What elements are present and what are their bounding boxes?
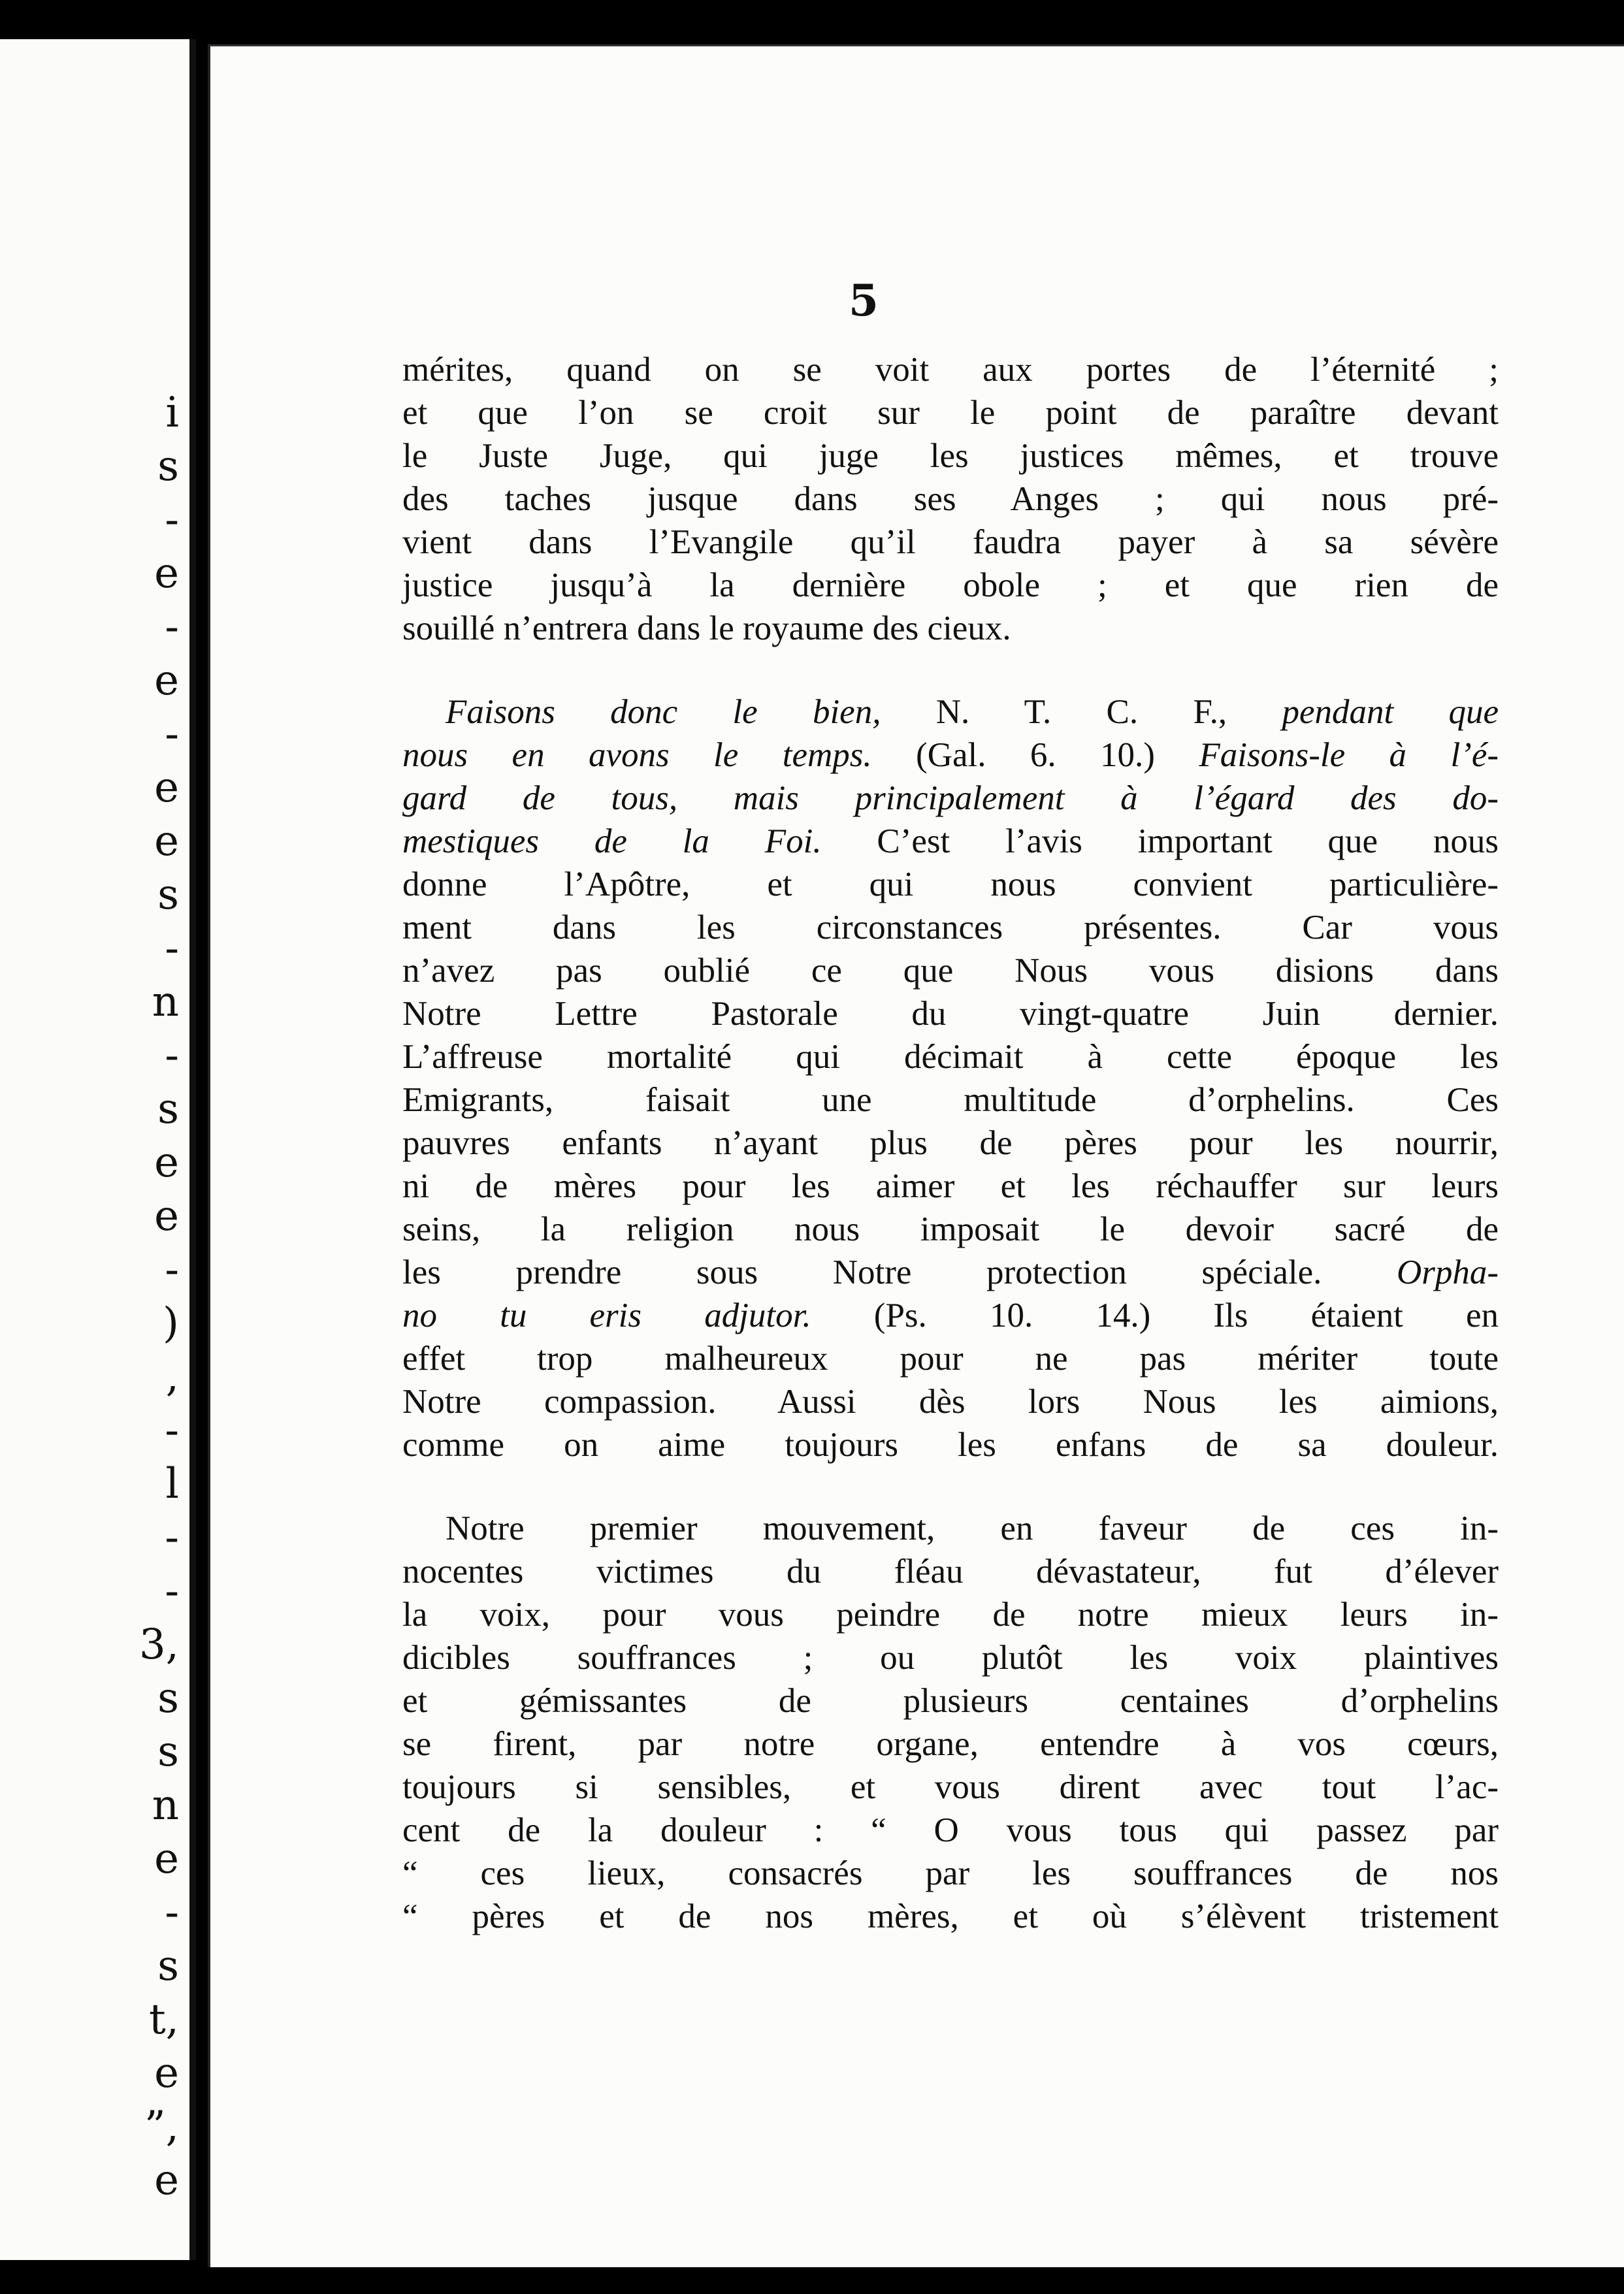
text-segment: N. T. C. F.,	[881, 693, 1282, 731]
left-margin-fragment: e	[154, 2049, 179, 2097]
page-number: 5	[849, 275, 879, 326]
left-margin-fragment: -	[165, 603, 179, 651]
left-margin-fragment: e	[154, 2156, 179, 2205]
text-line	[402, 777, 1499, 820]
text-segment: la voix, pour vous peindre de notre mieux leurs in-	[402, 1596, 1499, 1634]
text-line	[402, 863, 1499, 906]
text-line	[402, 992, 1499, 1035]
left-margin-fragment: e	[154, 549, 179, 598]
left-margin-fragment: s	[157, 1674, 179, 1722]
text-segment: cent de la douleur : “ O vous tous qui passez par	[402, 1811, 1499, 1849]
left-margin-fragment: e	[154, 764, 179, 812]
text-line	[402, 1636, 1499, 1679]
left-margin-fragment: s	[157, 442, 179, 491]
left-margin-fragment: s	[157, 1728, 179, 1776]
text-line	[402, 1679, 1499, 1722]
page	[208, 44, 1624, 2267]
text-line	[402, 564, 1499, 607]
text-line	[402, 906, 1499, 949]
text-segment: pauvres enfants n’ayant plus de pères pour les nourrir,	[402, 1124, 1499, 1162]
left-margin-fragment: -	[165, 1031, 179, 1080]
italic-segment: nous en avons le temps.	[402, 736, 872, 774]
left-margin-fragment: -	[165, 496, 179, 544]
left-margin-fragment: l	[165, 1460, 179, 1508]
text-segment: Notre Lettre Pastorale du vingt-quatre Juin dernier.	[402, 995, 1499, 1033]
text-segment: “ ces lieux, consacrés par les souffrances de nos	[402, 1854, 1499, 1892]
italic-segment: pendant que	[1282, 693, 1499, 731]
text-line	[402, 1165, 1499, 1208]
left-margin-fragment: e	[154, 817, 179, 865]
page-gutter	[189, 39, 196, 2260]
text-line	[402, 1423, 1499, 1466]
text-line	[402, 1251, 1499, 1294]
text-segment: et gémissantes de plusieurs centaines d’orphelins	[402, 1682, 1499, 1720]
left-margin-fragment: -	[165, 1888, 179, 1937]
text-line	[402, 1550, 1499, 1593]
left-margin-fragment: 3,	[138, 1621, 179, 1669]
left-margin-fragment: e	[154, 1139, 179, 1187]
left-margin-fragment: e	[154, 1192, 179, 1240]
left-margin-fragment: -	[165, 1513, 179, 1562]
body-text	[402, 348, 1499, 1938]
text-line	[402, 1507, 1499, 1550]
paragraph	[402, 348, 1499, 650]
text-segment: ment dans les circonstances présentes. Car vous	[402, 909, 1499, 946]
text-segment: dicibles souffrances ; ou plutôt les voix plaintives	[402, 1639, 1499, 1677]
text-segment: toujours si sensibles, et vous dirent avec tout l’ac-	[402, 1768, 1499, 1806]
left-margin-fragment: n	[152, 978, 179, 1026]
text-line	[402, 477, 1499, 521]
text-line	[402, 1035, 1499, 1078]
text-line	[402, 434, 1499, 477]
left-margin-fragment: -	[165, 1567, 179, 1615]
text-line	[402, 1294, 1499, 1337]
text-line	[402, 820, 1499, 863]
text-line	[402, 1078, 1499, 1122]
text-segment: les prendre sous Notre protection spéciale.	[402, 1253, 1397, 1291]
text-segment: Notre compassion. Aussi dès lors Nous les aimions,	[402, 1383, 1499, 1421]
text-line	[402, 1122, 1499, 1165]
text-line	[402, 1337, 1499, 1380]
text-segment: ni de mères pour les aimer et les réchauffer sur leurs	[402, 1167, 1499, 1205]
left-margin-fragment: -	[165, 710, 179, 758]
left-margin-fragment: -	[165, 1406, 179, 1455]
italic-segment: Orpha-	[1396, 1253, 1499, 1291]
text-segment: donne l’Apôtre, et qui nous convient particulière-	[402, 865, 1499, 903]
text-line	[402, 1895, 1499, 1938]
text-segment: nocentes victimes du fléau dévastateur, fut d’élever	[402, 1553, 1499, 1591]
text-segment: C’est l’avis important que nous	[821, 822, 1499, 860]
left-margin-fragment: i	[165, 389, 179, 437]
text-segment: (Ps. 10. 14.) Ils étaient en	[811, 1297, 1499, 1334]
italic-segment: Faisons-le à l’é-	[1199, 736, 1499, 774]
left-margin-fragment: s	[157, 1942, 179, 1990]
left-margin-fragment: s	[157, 871, 179, 919]
text-segment: le Juste Juge, qui juge les justices mêmes, et trouve	[402, 437, 1499, 475]
text-segment: effet trop malheureux pour ne pas mériter toute	[402, 1340, 1499, 1378]
text-segment: des taches jusque dans ses Anges ; qui nous pré-	[402, 480, 1499, 518]
left-margin-fragment: ,	[165, 1353, 179, 1401]
text-segment: seins, la religion nous imposait le devoir sacré de	[402, 1210, 1499, 1248]
text-segment: L’affreuse mortalité qui décimait à cette époque les	[402, 1038, 1499, 1076]
italic-segment: Faisons donc le bien,	[446, 693, 881, 731]
text-line	[402, 1722, 1499, 1766]
italic-segment: no tu eris adjutor.	[402, 1297, 811, 1334]
text-segment: Notre premier mouvement, en faveur de ces in-	[446, 1510, 1499, 1547]
text-segment: et que l’on se croit sur le point de paraître devant	[402, 394, 1499, 432]
text-line	[402, 348, 1499, 391]
text-segment: Emigrants, faisait une multitude d’orphelins. Ces	[402, 1081, 1499, 1119]
text-segment: se firent, par notre organe, entendre à vos cœurs,	[402, 1725, 1499, 1763]
text-line	[402, 1208, 1499, 1251]
left-margin-fragment: )	[163, 1299, 179, 1348]
paragraph	[402, 690, 1499, 1466]
text-line	[402, 1593, 1499, 1636]
left-page-edge	[0, 39, 196, 2260]
paragraph	[402, 1507, 1499, 1938]
left-margin-fragment: e	[154, 656, 179, 705]
text-segment: vient dans l’Evangile qu’il faudra payer à sa sévère	[402, 523, 1499, 561]
text-line	[402, 1766, 1499, 1809]
text-segment: “ pères et de nos mères, et où s’élèvent tristement	[402, 1898, 1499, 1935]
text-line	[402, 607, 1499, 650]
text-line	[402, 1380, 1499, 1423]
left-margin-fragment: ”,	[144, 2103, 179, 2151]
text-line	[402, 949, 1499, 992]
left-margin-fragment: t,	[148, 1995, 179, 2044]
text-segment: souillé n’entrera dans le royaume des cieux.	[402, 609, 1011, 647]
text-line	[402, 1809, 1499, 1852]
text-segment: (Gal. 6. 10.)	[871, 736, 1199, 774]
text-line	[402, 1852, 1499, 1895]
text-line	[402, 521, 1499, 564]
italic-segment: gard de tous, mais principalement à l’égard des do-	[402, 779, 1499, 817]
left-margin-fragment: s	[157, 1085, 179, 1133]
text-segment: mérites, quand on se voit aux portes de l’éternité ;	[402, 351, 1499, 389]
text-line	[402, 690, 1499, 734]
text-segment: n’avez pas oublié ce que Nous vous disions dans	[402, 952, 1499, 990]
left-margin-fragment: n	[152, 1781, 179, 1830]
text-segment: comme on aime toujours les enfans de sa douleur.	[402, 1426, 1499, 1464]
text-line	[402, 391, 1499, 434]
left-margin-fragment: -	[165, 1246, 179, 1294]
left-margin-fragment: e	[154, 1835, 179, 1883]
italic-segment: mestiques de la Foi.	[402, 822, 822, 860]
text-line	[402, 734, 1499, 777]
text-segment: justice jusqu’à la dernière obole ; et que rien de	[402, 566, 1499, 604]
left-margin-fragment: -	[165, 924, 179, 973]
